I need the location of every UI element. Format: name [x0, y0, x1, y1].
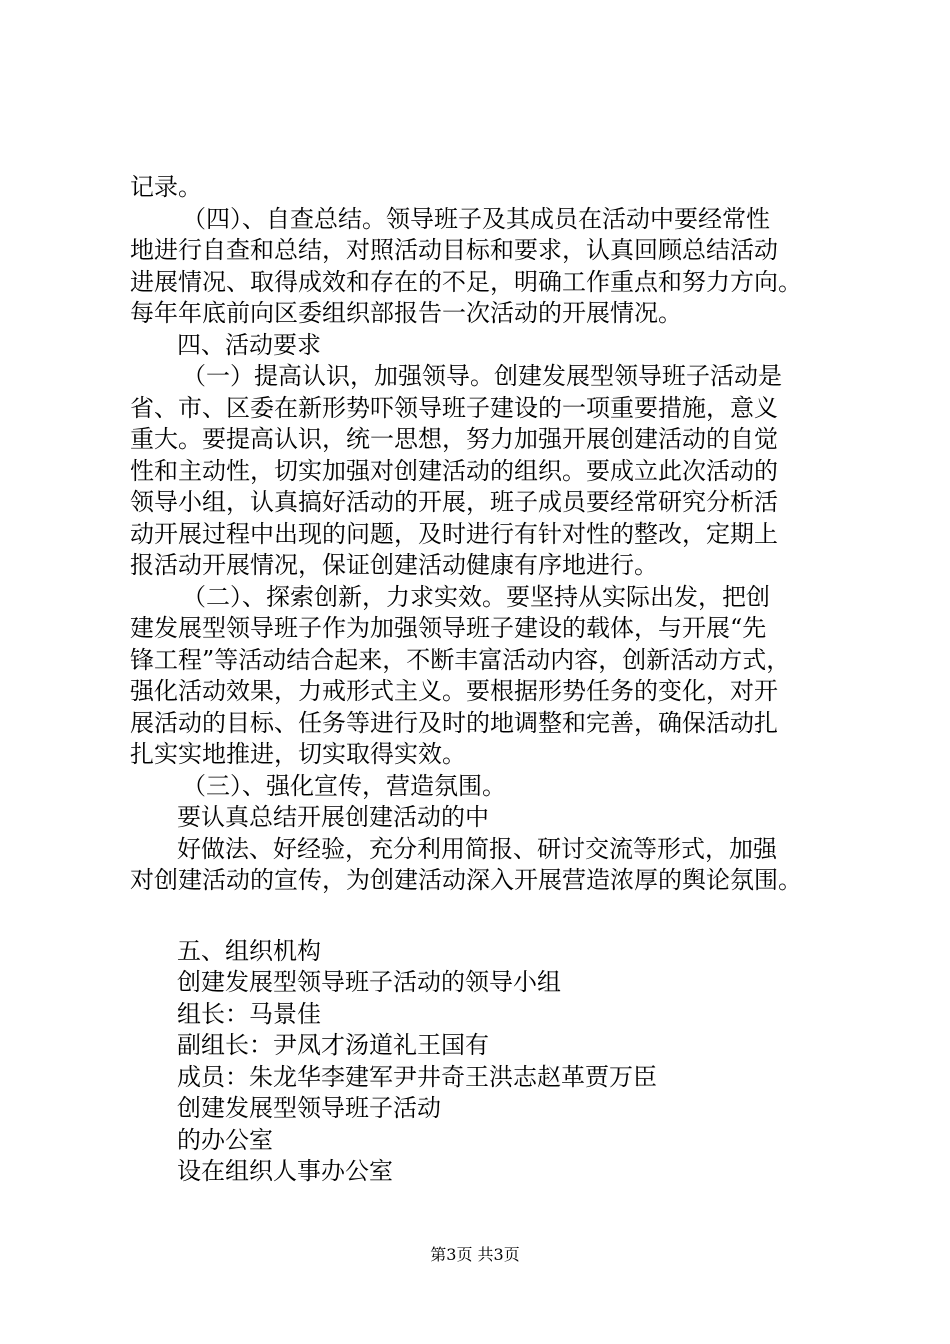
paragraph-line: 锋工程”等活动结合起来，不断丰富活动内容，创新活动方式，	[130, 645, 791, 674]
paragraph-line: 重大。要提高认识，统一思想，努力加强开展创建活动的自觉	[130, 425, 778, 453]
paragraph-line: 进展情况、取得成效和存在的不足，明确工作重点和努力方向。	[130, 267, 802, 296]
paragraph-line: 建发展型领导班子作为加强领导班子建设的载体，与开展“先	[130, 614, 767, 642]
paragraph-line: 每年年底前向区委组织部报告一次活动的开展情况。	[130, 299, 682, 327]
paragraph-line: 扎实实地推进，切实取得实效。	[130, 740, 466, 768]
section-heading-awareness: （一）提高认识，加强领导。创建发展型领导班子活动是	[182, 362, 782, 390]
org-office-location: 设在组织人事办公室	[177, 1157, 393, 1185]
paragraph-line: 好做法、好经验，充分利用简报、研讨交流等形式，加强	[177, 834, 777, 863]
section-heading-self-check: （四）、自查总结。领导班子及其成员在活动中要经常性	[182, 204, 770, 233]
paragraph-line: 要认真总结开展创建活动的中	[177, 803, 489, 831]
paragraph-line: 报活动开展情况，保证创建活动健康有序地进行。	[130, 551, 658, 579]
org-group-title: 创建发展型领导班子活动的领导小组	[177, 968, 561, 996]
paragraph-gap	[130, 897, 845, 936]
org-leader: 组长：马景佳	[177, 999, 321, 1028]
paragraph-line: 强化活动效果，力戒形式主义。要根据形势任务的变化，对开	[130, 677, 778, 705]
paragraph-line: 性和主动性，切实加强对创建活动的组织。要成立此次活动的	[130, 456, 778, 485]
section-heading-innovation: （二）、探索创新，力求实效。要坚持从实际出发，把创	[182, 582, 770, 611]
section-heading-publicity: （三）、强化宣传，营造氛围。	[182, 771, 506, 800]
paragraph-line: 动开展过程中出现的问题，及时进行有针对性的整改，定期上	[130, 519, 778, 548]
org-members: 成员：朱龙华李建军尹井奇王洪志赵革贾万臣	[177, 1062, 657, 1091]
chapter-heading-organization: 五、组织机构	[177, 936, 321, 965]
page-number-footer: 第3页 共3页	[430, 1245, 520, 1264]
paragraph-line: 地进行自查和总结，对照活动目标和要求，认真回顾总结活动	[130, 236, 778, 264]
org-deputy-leaders: 副组长：尹凤才汤道礼王国有	[177, 1031, 489, 1059]
paragraph-line: 展活动的目标、任务等进行及时的地调整和完善，确保活动扎	[130, 708, 778, 737]
org-office-line: 创建发展型领导班子活动	[177, 1094, 441, 1122]
paragraph-line: 省、市、区委在新形势吓领导班子建设的一项重要措施，意义	[130, 393, 778, 422]
paragraph-line: 领导小组，认真搞好活动的开展，班子成员要经常研究分析活	[130, 488, 778, 516]
paragraph-line: 记录。	[130, 173, 202, 201]
org-office-line: 的办公室	[177, 1125, 273, 1154]
paragraph-line: 对创建活动的宣传，为创建活动深入开展营造浓厚的舆论氛围。	[130, 866, 802, 894]
chapter-heading-requirements: 四、活动要求	[177, 330, 321, 359]
document-body	[130, 172, 845, 1188]
